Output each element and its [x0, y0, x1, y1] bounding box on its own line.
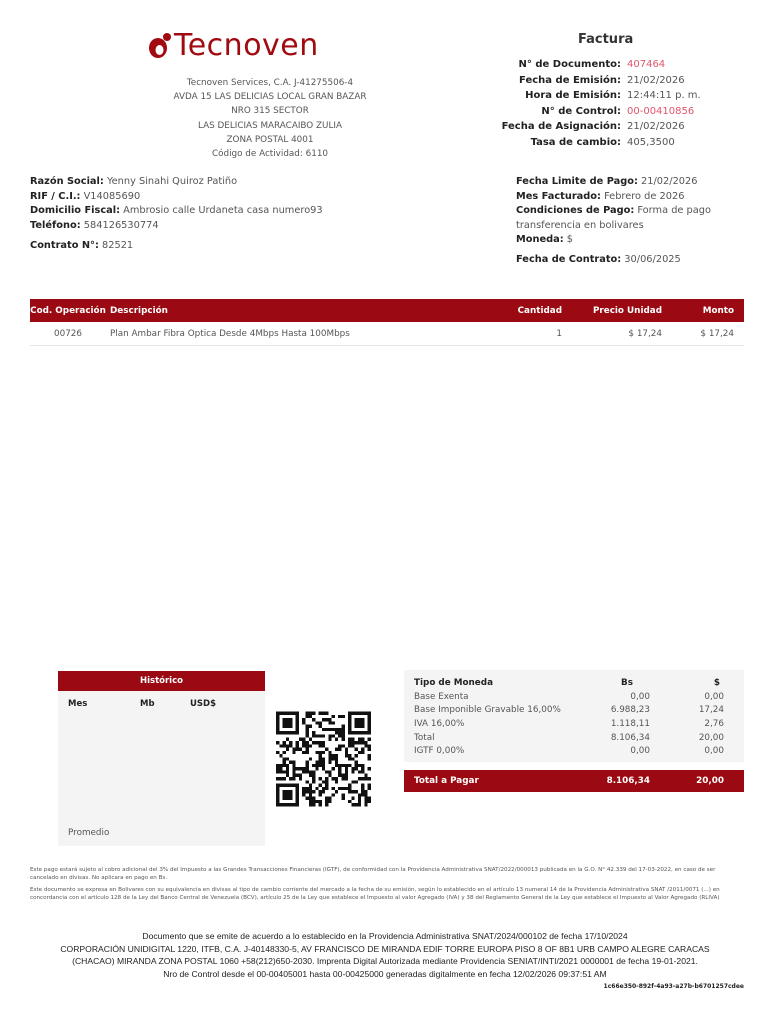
legal-igtf: Este pago estará sujeto al cobro adicional del 3% del Impuesto a las Grandes Transacciones Financieras (IGTF), de conformidad con la Providencia Administrativa SNAT/2022/000013 publicada en la G.O. N° 42.339 del 17-03-2022, en caso de ser cancelado en divisas. No aplicara en pago en Bs.: [30, 867, 716, 881]
document-number: 407464: [627, 59, 666, 71]
factura-label: N° de Documento:: [518, 59, 621, 71]
label: Domicilio Fiscal:: [30, 205, 121, 217]
value: 21/02/2026: [641, 176, 698, 187]
qr-code-icon: [276, 710, 371, 808]
emission-time: 12:44:11 p. m.: [627, 90, 701, 102]
company-line: Tecnoven Services, C.A. J-41275506-4: [186, 78, 354, 88]
terms-mes: [516, 190, 726, 205]
client-telefono: [30, 219, 360, 234]
value: Yenny Sinahi Quiroz Patiño: [106, 176, 238, 187]
imprenta-line: Nro de Control desde el 00-00405001 hasta 00-00425000 generadas digitalmente en fecha 12/02/2026 09:37:51 AM: [163, 968, 607, 979]
totals-bs: 6.988,23: [610, 705, 650, 716]
factura-row: [440, 73, 740, 89]
assignment-date: 21/02/2026: [627, 121, 685, 133]
logo-text: Tecnoven: [174, 28, 319, 63]
cell-cant: 1: [556, 328, 562, 339]
totals-label: IGTF 0,00%: [414, 746, 465, 757]
terms-condiciones: [516, 204, 726, 233]
factura-label: Fecha de Emisión:: [519, 74, 621, 86]
legal-bcv: Este documento se expresa en Bolivares con su equivalencia en divisas al tipo de cambio corriente del mercado a la fecha de su emisión, según lo establecido en el artículo 13 numeral 14 de la Providencia Administrativa SNAT /2011/0071 (...) en concordancia con el artículo 128 de la Ley del Banco Central de Venezuela (BCV), artículo 25 de la Ley que establece el Impuesto al valor Agregado (IVA) y 38 del Reglamento General de la Ley que establece el Impuesto al Valor Agregado (RLIVA): [30, 887, 720, 901]
totals-row: [404, 690, 744, 704]
client-info: [30, 175, 360, 254]
totals-usd: 0,00: [704, 691, 724, 702]
totals-head-label: Tipo de Moneda: [414, 677, 494, 688]
col-monto: Monto: [702, 305, 734, 316]
col-precio: Precio Unidad: [592, 305, 662, 316]
value: Febrero de 2026: [604, 190, 685, 202]
client-domicilio: [30, 204, 360, 219]
company-line: LAS DELICIAS MARACAIBO ZULIA: [197, 120, 343, 131]
items-table-header: [30, 299, 744, 322]
value: V14085690: [83, 190, 141, 202]
cell-precio: $ 17,24: [628, 328, 662, 339]
items-table: [30, 299, 744, 346]
col-desc: Descripción: [110, 305, 168, 316]
totals-bs: 0,00: [630, 691, 650, 702]
factura-label: Fecha de Asignación:: [501, 121, 621, 133]
label: Fecha de Contrato:: [516, 253, 622, 265]
logo-mark-icon: [146, 31, 172, 61]
totals-header: [404, 676, 744, 690]
totals-label: Base Exenta: [414, 691, 469, 702]
label: Fecha Limite de Pago:: [516, 176, 638, 187]
total-pay-usd: 20,00: [696, 776, 724, 787]
client-rif: [30, 190, 360, 205]
totals-row: [404, 744, 744, 758]
factura-row: [440, 135, 740, 151]
client-razon: [30, 175, 360, 190]
factura-label: N° de Control:: [541, 105, 621, 117]
factura-row: [440, 104, 740, 120]
imprenta-line: CORPORACIÓN UNIDIGITAL 1220, ITFB, C.A. J-40148330-5, AV FRANCISCO DE MIRANDA EDIF TORRE EUROPA PISO 8 OF 8B1 URB CAMPO ALEGRE CARACAS: [60, 943, 710, 954]
cell-desc: Plan Ambar Fibra Optica Desde 4Mbps Hasta 100Mbps: [110, 328, 350, 339]
totals-usd: 20,00: [698, 732, 724, 743]
totals-bs: 0,00: [630, 746, 650, 757]
imprenta-line: Documento que se emite de acuerdo a lo establecido en la Providencia Administrativa SNAT/2024/000102 de fecha 17/10/2024: [142, 931, 628, 941]
col-cant: Cantidad: [517, 305, 562, 316]
company-line: Código de Actividad: 6110: [211, 149, 329, 160]
label: Teléfono:: [30, 219, 81, 231]
totals-head-bs: Bs: [621, 677, 633, 688]
company-line: AVDA 15 LAS DELICIAS LOCAL GRAN BAZAR: [173, 92, 367, 103]
totals-row: [404, 703, 744, 717]
emission-date: 21/02/2026: [627, 74, 685, 86]
value: Forma de pago transferencia en bolivares: [516, 205, 711, 231]
totals-head-usd: $: [713, 677, 720, 688]
col-cod: Cod. Operación: [30, 305, 106, 316]
label: Mes Facturado:: [516, 190, 601, 202]
historico-panel: [58, 671, 265, 846]
value: 82521: [102, 240, 134, 252]
total-pay-bs: 8.106,34: [606, 776, 650, 787]
totals-box: [404, 670, 744, 762]
factura-details: [440, 57, 740, 150]
company-info: [100, 76, 440, 161]
control-number: 00-00410856: [627, 105, 695, 117]
col-mb: Mb: [140, 699, 155, 709]
legal-notes: [30, 866, 744, 906]
totals-panel: [404, 670, 744, 792]
totals-row: [404, 717, 744, 731]
imprenta-info: [40, 930, 730, 980]
table-row: [30, 322, 744, 346]
totals-usd: 2,76: [704, 718, 724, 729]
factura-row: [440, 119, 740, 135]
total-to-pay: [404, 770, 744, 792]
totals-bs: 1.118,11: [610, 718, 650, 729]
totals-label: Total: [414, 732, 435, 743]
cell-cod: 00726: [54, 328, 82, 339]
value: 584126530774: [83, 219, 159, 231]
totals-bs: 8.106,34: [610, 732, 650, 743]
totals-label: Base Imponible Gravable 16,00%: [414, 705, 561, 716]
label: Moneda:: [516, 234, 564, 246]
factura-row: [440, 88, 740, 104]
cell-monto: $ 17,24: [700, 328, 734, 339]
col-mes: Mes: [68, 699, 88, 709]
value: Ambrosio calle Urdaneta casa numero93: [123, 205, 323, 217]
imprenta-line: (CHACAO) MIRANDA ZONA POSTAL 1060 +58(212)650-2030. Imprenta Digital Autorizada mediante Providencia SENIAT/INTI/2021 0000001 de fecha 19-01-2021.: [72, 956, 698, 967]
terms-fecha-contrato: [516, 253, 726, 268]
totals-row: [404, 731, 744, 745]
col-usd: USD$: [190, 699, 216, 709]
label: Razón Social:: [30, 176, 104, 187]
tecnoven-logo: [146, 28, 319, 64]
factura-title: Factura: [578, 32, 634, 47]
total-pay-label: Total a Pagar: [414, 776, 479, 787]
label: Contrato N°:: [30, 240, 99, 252]
totals-label: IVA 16,00%: [414, 718, 465, 729]
historico-promedio: Promedio: [68, 828, 110, 838]
value: $: [566, 234, 573, 246]
historico-columns: [58, 691, 265, 717]
client-contrato: [30, 239, 360, 254]
label: RIF / C.I.:: [30, 190, 81, 202]
company-line: NRO 315 SECTOR: [231, 106, 309, 117]
company-line: ZONA POSTAL 4001: [226, 134, 314, 145]
totals-usd: 0,00: [704, 746, 724, 757]
terms-moneda: [516, 233, 726, 248]
terms-limite: [516, 175, 726, 190]
document-hash: 1c66e350-892f-4a93-a27b-b6701257cdee: [603, 983, 744, 990]
exchange-rate: 405,3500: [627, 136, 675, 148]
factura-row: [440, 57, 740, 73]
totals-usd: 17,24: [698, 705, 724, 716]
historico-title: Histórico: [58, 671, 265, 691]
value: 30/06/2025: [624, 253, 681, 265]
factura-label: Hora de Emisión:: [525, 90, 621, 102]
label: Condiciones de Pago:: [516, 205, 635, 217]
payment-terms: [516, 175, 726, 268]
factura-label: Tasa de cambio:: [530, 136, 621, 148]
